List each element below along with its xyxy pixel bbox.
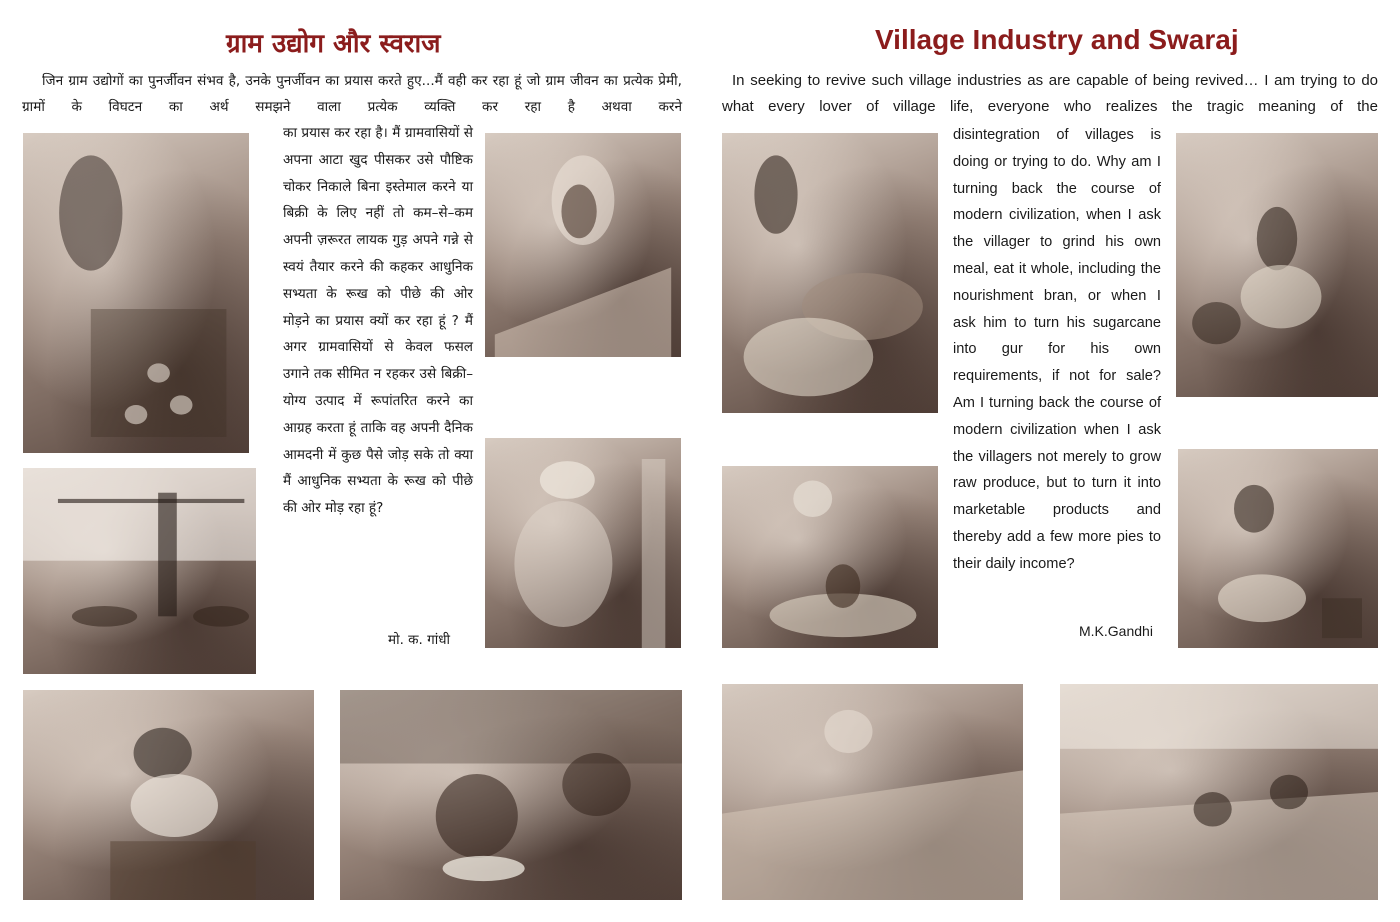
hindi-title: ग्राम उद्योग और स्वराज: [226, 29, 441, 59]
english-title: Village Industry and Swaraj: [875, 24, 1239, 55]
photo-water-carriers: [23, 468, 256, 674]
hindi-intro-paragraph: जिन ग्राम उद्योगों का पुनर्जीवन संभव है, उनके पुनर्जीवन का प्रयास करते हुए...मैं वही कर रहा हूं जो ग्राम जीवन का प्रत्येक प्रेमी, ग्रामों के विघटन का अर्थ समझने वाला प्रत्येक व्यक्ति कर रहा है अथवा करने: [22, 73, 682, 115]
photo-craftsman-seated: [1178, 449, 1378, 648]
photo-mat-weaver: [722, 684, 1023, 900]
hindi-signature: मो. क. गांधी: [388, 632, 450, 648]
english-signature: M.K.Gandhi: [1079, 623, 1153, 639]
hindi-body-column: का प्रयास कर रहा है। मैं ग्रामवासियों से अपना आटा खुद पीसकर उसे पौष्टिक चोकर निकाले बिना इस्तेमाल करने या बिक्री के लिए नहीं तो कम–से–कम अपनी ज़रूरत लायक गुड़ अपने गन्ने से स्वयं तैयार करने की कहकर आधुनिक सभ्यता के रूख को पीछे की ओर मोड़ने का प्रयास क्यों कर रहा हूं ? मैं अगर ग्रामवासियों से केवल फसल उगाने तक सीमित न रहकर उसे बिक्री–योग्य उत्पाद में रूपांतरित करने का आग्रह करता हूं ताकि वह अपनी दैनिक आमदनी में कुछ पैसे जोड़ सके तो क्या मैं आधुनिक सभ्यता के रूख को पीछे की ओर मोड़ रहा हूं?: [283, 125, 473, 517]
photo-bamboo-workers: [1060, 684, 1378, 900]
photo-blacksmiths: [340, 690, 682, 900]
english-body-column: disintegration of villages is doing or trying to do. Why am I turning back the course of modern civilization, when I ask the villager to grind his own meal, eat it whole, including the nourishment bran, or when I ask him to turn his sugarcane into gur for his own requirements, if not for sale? Am I turning back the course of modern civilization when I ask the villagers not merely to grow raw produce, but to turn it into marketable products and thereby add a few more pies to their daily income?: [953, 127, 1161, 572]
photo-spoon-makers: [23, 133, 249, 453]
photo-woman-grinding: [722, 133, 938, 413]
photo-woman-weaving: [485, 133, 681, 357]
photo-basket-weaver: [1176, 133, 1378, 397]
photo-man-spinning-wheel: [485, 438, 681, 648]
english-intro-paragraph: In seeking to revive such village industries as are capable of being revived… I am trying to do what every lover of village life, everyone who realizes the tragic meaning of the: [722, 72, 1378, 115]
photo-potter-wheel: [722, 466, 938, 648]
photo-rope-maker: [23, 690, 314, 900]
